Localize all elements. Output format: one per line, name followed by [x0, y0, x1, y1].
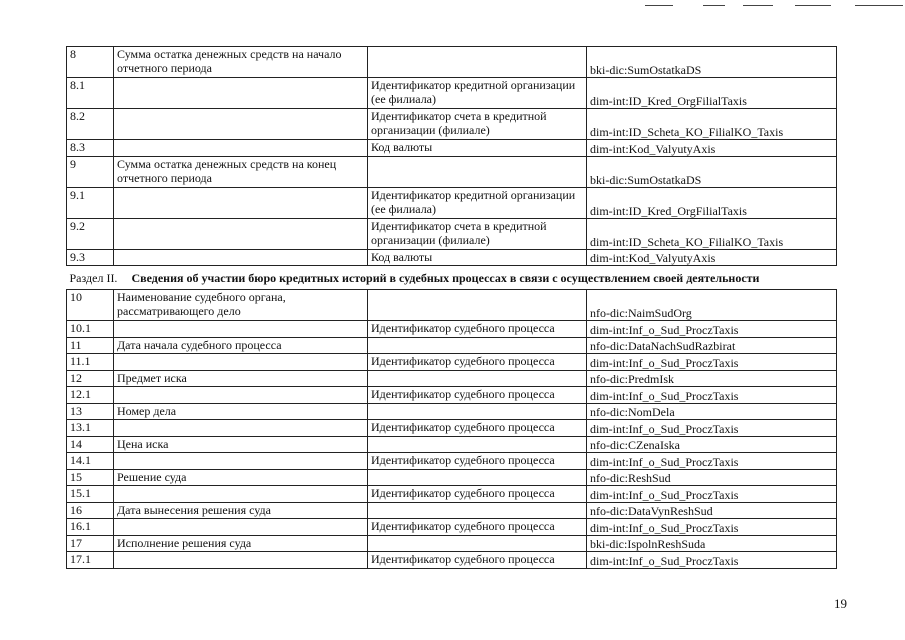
table-row — [67, 109, 837, 140]
table-row — [67, 403, 837, 420]
row-name — [114, 249, 368, 266]
row-number: 10.1 — [67, 321, 114, 338]
row-dimension — [368, 502, 587, 519]
row-number: 14 — [67, 436, 114, 453]
table-row — [67, 156, 837, 187]
section-title: Сведения об участии бюро кредитных историй в судебных процессах в связи с осуществлением своей деятельности — [131, 271, 760, 285]
row-number: 8.1 — [67, 78, 114, 109]
row-name — [114, 187, 368, 218]
row-name: Исполнение решения суда — [114, 535, 368, 552]
table-row — [67, 337, 837, 354]
row-name: Решение суда — [114, 469, 368, 486]
row-dimension: Идентификатор судебного процесса — [368, 420, 587, 437]
row-number: 11 — [67, 337, 114, 354]
row-number: 15.1 — [67, 486, 114, 503]
row-number: 9.1 — [67, 187, 114, 218]
row-code: dim-int:Kod_ValyutyAxis — [587, 249, 837, 266]
row-dimension — [368, 337, 587, 354]
row-code: dim-int:ID_Scheta_KO_FilialKO_Taxis — [587, 109, 837, 140]
row-dimension: Код валюты — [368, 140, 587, 157]
table-row — [67, 519, 837, 536]
row-number: 12.1 — [67, 387, 114, 404]
row-dimension: Идентификатор судебного процесса — [368, 519, 587, 536]
row-dimension — [368, 290, 587, 321]
row-dimension — [368, 403, 587, 420]
row-number: 17 — [67, 535, 114, 552]
row-code: nfo-dic:PredmIsk — [587, 370, 837, 387]
table-row — [67, 387, 837, 404]
row-name — [114, 420, 368, 437]
row-code: dim-int:ID_Kred_OrgFilialTaxis — [587, 78, 837, 109]
row-dimension: Идентификатор кредитной организации (ее филиала) — [368, 78, 587, 109]
row-name — [114, 354, 368, 371]
row-number: 11.1 — [67, 354, 114, 371]
row-dimension: Идентификатор судебного процесса — [368, 321, 587, 338]
table-row — [67, 436, 837, 453]
scan-artifact-lines — [645, 0, 905, 10]
row-code: bki-dic:SumOstatkaDS — [587, 47, 837, 78]
row-number: 12 — [67, 370, 114, 387]
row-name — [114, 387, 368, 404]
table-row — [67, 552, 837, 569]
row-code: nfo-dic:NomDela — [587, 403, 837, 420]
table-row — [67, 47, 837, 78]
row-dimension: Идентификатор судебного процесса — [368, 453, 587, 470]
row-code: bki-dic:SumOstatkaDS — [587, 156, 837, 187]
row-dimension: Идентификатор кредитной организации (ее филиала) — [368, 187, 587, 218]
row-code: dim-int:Inf_o_Sud_ProczTaxis — [587, 486, 837, 503]
table-row — [67, 420, 837, 437]
row-name — [114, 552, 368, 569]
row-dimension: Идентификатор счета в кредитной организации (филиале) — [368, 109, 587, 140]
row-name — [114, 321, 368, 338]
row-number: 9.3 — [67, 249, 114, 266]
row-code: dim-int:Inf_o_Sud_ProczTaxis — [587, 387, 837, 404]
table-row — [67, 321, 837, 338]
row-name — [114, 519, 368, 536]
table-row — [67, 78, 837, 109]
row-dimension — [368, 156, 587, 187]
row-code: dim-int:Inf_o_Sud_ProczTaxis — [587, 321, 837, 338]
row-dimension — [368, 436, 587, 453]
table-row — [67, 453, 837, 470]
row-name — [114, 78, 368, 109]
row-number: 8.2 — [67, 109, 114, 140]
row-code: nfo-dic:ReshSud — [587, 469, 837, 486]
row-number: 13.1 — [67, 420, 114, 437]
row-name: Номер дела — [114, 403, 368, 420]
row-number: 13 — [67, 403, 114, 420]
row-number: 15 — [67, 469, 114, 486]
section-label: Раздел II. — [69, 271, 118, 285]
table-section-ii — [67, 290, 837, 569]
table-row — [67, 486, 837, 503]
row-dimension: Идентификатор счета в кредитной организации (филиале) — [368, 218, 587, 249]
row-code: dim-int:Inf_o_Sud_ProczTaxis — [587, 453, 837, 470]
table-row — [67, 502, 837, 519]
row-dimension: Код валюты — [368, 249, 587, 266]
row-number: 14.1 — [67, 453, 114, 470]
row-code: dim-int:ID_Kred_OrgFilialTaxis — [587, 187, 837, 218]
document-table — [66, 46, 837, 569]
table-row — [67, 535, 837, 552]
row-name — [114, 218, 368, 249]
row-number: 17.1 — [67, 552, 114, 569]
row-name: Сумма остатка денежных средств на конец отчетного периода — [114, 156, 368, 187]
row-name — [114, 453, 368, 470]
row-dimension: Идентификатор судебного процесса — [368, 387, 587, 404]
row-dimension — [368, 535, 587, 552]
row-number: 16.1 — [67, 519, 114, 536]
row-dimension: Идентификатор судебного процесса — [368, 552, 587, 569]
row-number: 10 — [67, 290, 114, 321]
row-code: nfo-dic:DataNachSudRazbirat — [587, 337, 837, 354]
section-header — [67, 266, 837, 290]
row-code: dim-int:Inf_o_Sud_ProczTaxis — [587, 420, 837, 437]
row-dimension — [368, 47, 587, 78]
row-number: 9 — [67, 156, 114, 187]
table-section-i — [67, 47, 837, 266]
page-number: 19 — [834, 596, 847, 611]
row-code: nfo-dic:CZenaIska — [587, 436, 837, 453]
row-name: Наименование судебного органа, рассматривающего дело — [114, 290, 368, 321]
row-code: dim-int:Inf_o_Sud_ProczTaxis — [587, 519, 837, 536]
table-row — [67, 370, 837, 387]
row-dimension — [368, 469, 587, 486]
row-dimension: Идентификатор судебного процесса — [368, 486, 587, 503]
table-row — [67, 140, 837, 157]
row-number: 8 — [67, 47, 114, 78]
row-number: 8.3 — [67, 140, 114, 157]
row-number: 16 — [67, 502, 114, 519]
table-row — [67, 218, 837, 249]
row-code: dim-int:Kod_ValyutyAxis — [587, 140, 837, 157]
table-row — [67, 469, 837, 486]
row-code: dim-int:ID_Scheta_KO_FilialKO_Taxis — [587, 218, 837, 249]
row-code: nfo-dic:DataVynReshSud — [587, 502, 837, 519]
row-name: Дата вынесения решения суда — [114, 502, 368, 519]
row-code: dim-int:Inf_o_Sud_ProczTaxis — [587, 552, 837, 569]
row-name — [114, 109, 368, 140]
row-name: Сумма остатка денежных средств на начало отчетного периода — [114, 47, 368, 78]
row-name — [114, 140, 368, 157]
row-name — [114, 486, 368, 503]
section-heading — [67, 266, 837, 290]
row-name: Предмет иска — [114, 370, 368, 387]
table-row — [67, 249, 837, 266]
table-row — [67, 187, 837, 218]
row-code: dim-int:Inf_o_Sud_ProczTaxis — [587, 354, 837, 371]
table-row — [67, 290, 837, 321]
row-code: bki-dic:IspolnReshSuda — [587, 535, 837, 552]
row-code: nfo-dic:NaimSudOrg — [587, 290, 837, 321]
row-number: 9.2 — [67, 218, 114, 249]
row-name: Дата начала судебного процесса — [114, 337, 368, 354]
table-row — [67, 354, 837, 371]
row-name: Цена иска — [114, 436, 368, 453]
row-dimension: Идентификатор судебного процесса — [368, 354, 587, 371]
row-dimension — [368, 370, 587, 387]
